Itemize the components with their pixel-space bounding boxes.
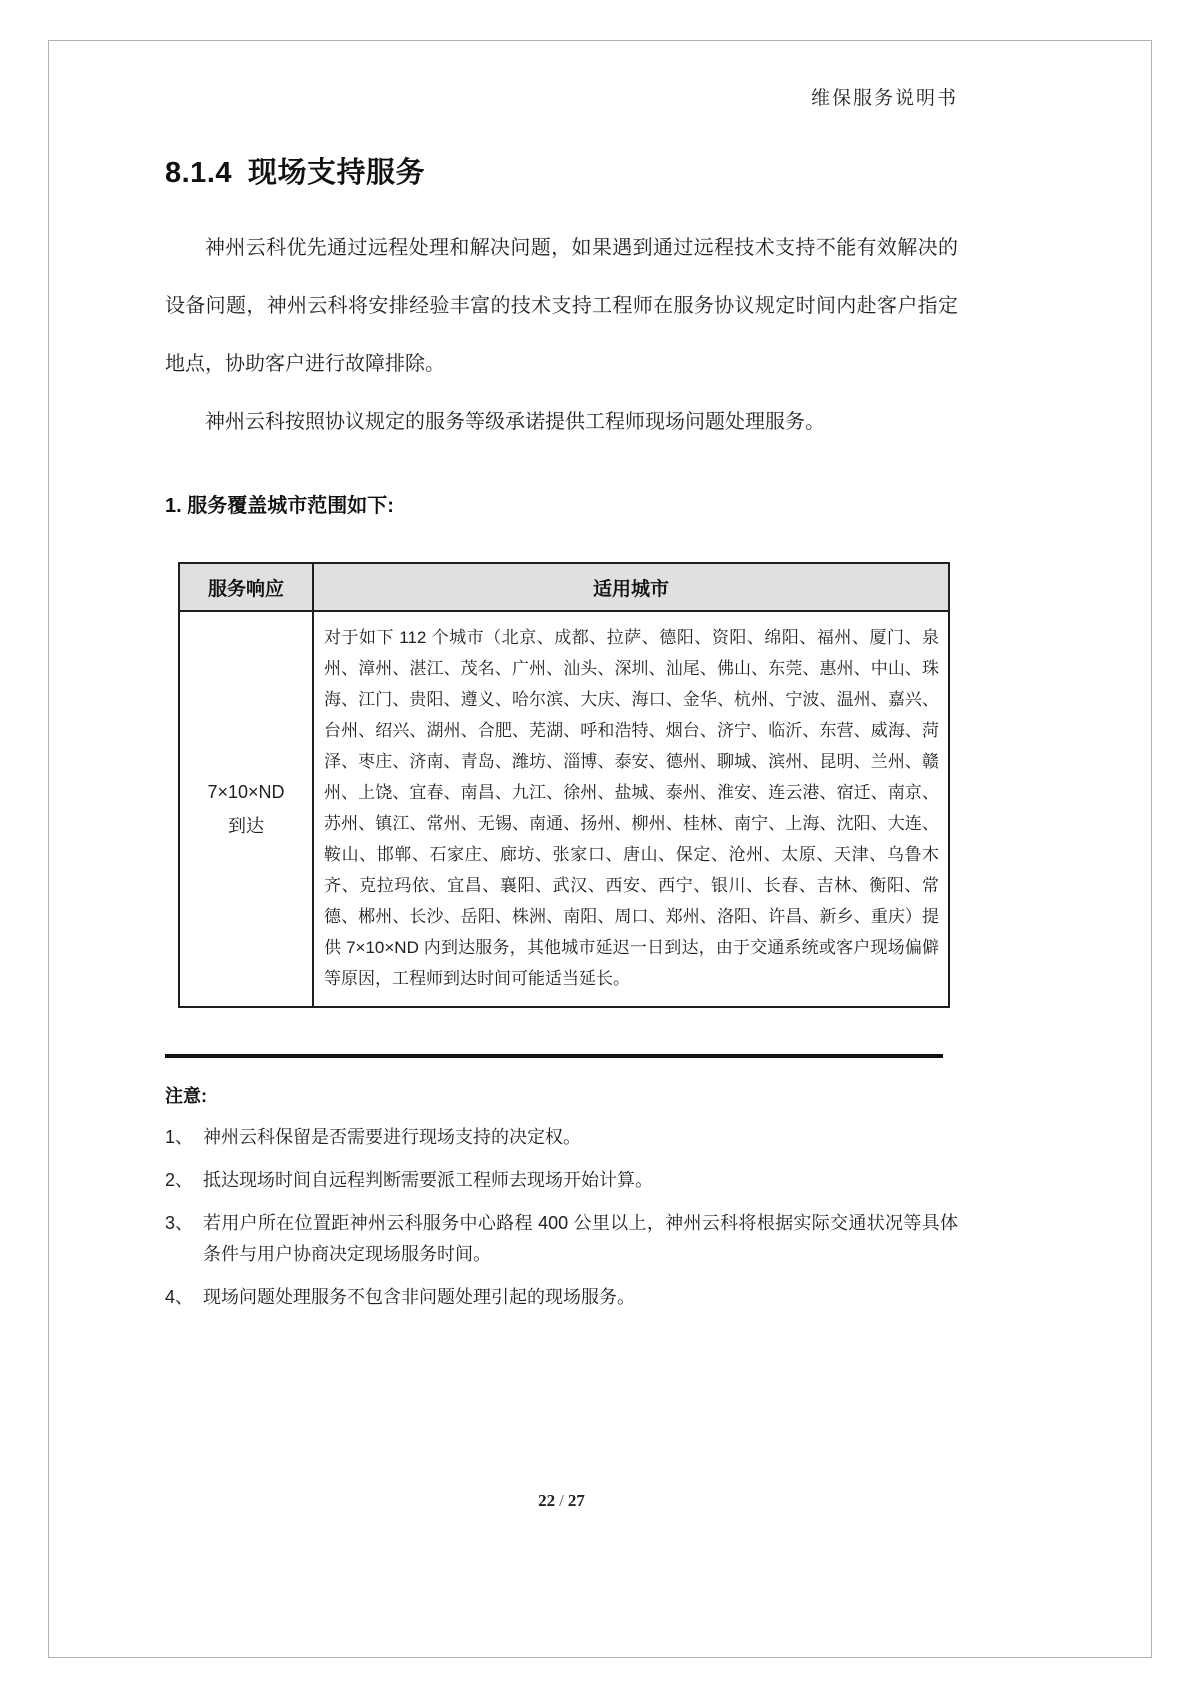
list-item xyxy=(165,1208,958,1270)
applicable-cities-cell: 对于如下 112 个城市（北京、成都、拉萨、德阳、资阳、绵阳、福州、厦门、泉州、漳州、湛江、茂名、广州、汕头、深圳、汕尾、佛山、东莞、惠州、中山、珠海、江门、贵阳、遵义、哈尔滨、大庆、海口、金华、杭州、宁波、温州、嘉兴、台州、绍兴、湖州、合肥、芜湖、呼和浩特、烟台、济宁、临沂、东营、威海、菏泽、枣庄、济南、青岛、潍坊、淄博、泰安、德州、聊城、滨州、昆明、兰州、赣州、上饶、宜春、南昌、九江、徐州、盐城、泰州、淮安、连云港、宿迁、南京、苏州、镇江、常州、无锡、南通、扬州、柳州、桂林、南宁、上海、沈阳、大连、鞍山、邯郸、石家庄、廊坊、张家口、唐山、保定、沧州、太原、天津、乌鲁木齐、克拉玛依、宜昌、襄阳、武汉、西安、西宁、银川、长春、吉林、衡阳、常德、郴州、长沙、岳阳、株洲、南阳、周口、郑州、洛阳、许昌、新乡、重庆）提供 7×10×ND 内到达服务，其他城市延迟一日到达，由于交通系统或客户现场偏僻等原因，工程师到达时间可能适当延长。 xyxy=(313,611,949,1007)
note-text: 若用户所在位置距神州云科服务中心路程 400 公里以上，神州云科将根据实际交通状况等具体条件与用户协商决定现场服务时间。 xyxy=(203,1213,958,1264)
notes-list xyxy=(165,1122,958,1313)
notes-label: 注意: xyxy=(165,1086,207,1106)
notes-divider-rule xyxy=(165,1054,943,1058)
list-item xyxy=(165,1282,958,1313)
paragraph-service-level: 神州云科按照协议规定的服务等级承诺提供工程师现场问题处理服务。 xyxy=(205,411,825,433)
column-header-applicable-cities: 适用城市 xyxy=(313,563,949,611)
section-number: 8.1.4 xyxy=(165,157,232,189)
service-coverage-table xyxy=(178,562,950,1008)
note-text: 抵达现场时间自远程判断需要派工程师去现场开始计算。 xyxy=(203,1170,653,1190)
service-response-value: 7×10×ND xyxy=(207,782,285,802)
note-text: 现场问题处理服务不包含非问题处理引起的现场服务。 xyxy=(203,1287,635,1307)
list-item xyxy=(165,1122,958,1153)
document-header-title: 维保服务说明书 xyxy=(810,88,958,109)
table-row xyxy=(179,611,949,1007)
service-response-cell xyxy=(179,611,313,1007)
note-marker: 3、 xyxy=(165,1213,194,1233)
page-number: 22 xyxy=(538,1491,556,1510)
service-response-arrival: 到达 xyxy=(228,816,264,836)
note-marker: 1、 xyxy=(165,1127,194,1147)
note-text: 神州云科保留是否需要进行现场支持的决定权。 xyxy=(203,1127,581,1147)
page-footer xyxy=(165,1491,958,1511)
table-header-row xyxy=(179,563,949,611)
note-marker: 2、 xyxy=(165,1170,194,1190)
paragraph-remote-first: 神州云科优先通过远程处理和解决问题，如果遇到通过远程技术支持不能有效解决的设备问题，神州云科将安排经验丰富的技术支持工程师在服务协议规定时间内赴客户指定地点，协助客户进行故障排除。 xyxy=(165,237,958,375)
section-title: 现场支持服务 xyxy=(248,157,426,189)
page-content xyxy=(165,41,958,1313)
coverage-list-heading: 1. 服务覆盖城市范围如下: xyxy=(165,495,394,517)
list-item xyxy=(165,1165,958,1196)
section-heading xyxy=(165,150,958,191)
total-pages: 27 xyxy=(567,1491,585,1510)
note-marker: 4、 xyxy=(165,1287,194,1307)
page-number-separator: / xyxy=(559,1491,564,1510)
column-header-service-response: 服务响应 xyxy=(179,563,313,611)
page-border-frame xyxy=(48,40,1152,1658)
